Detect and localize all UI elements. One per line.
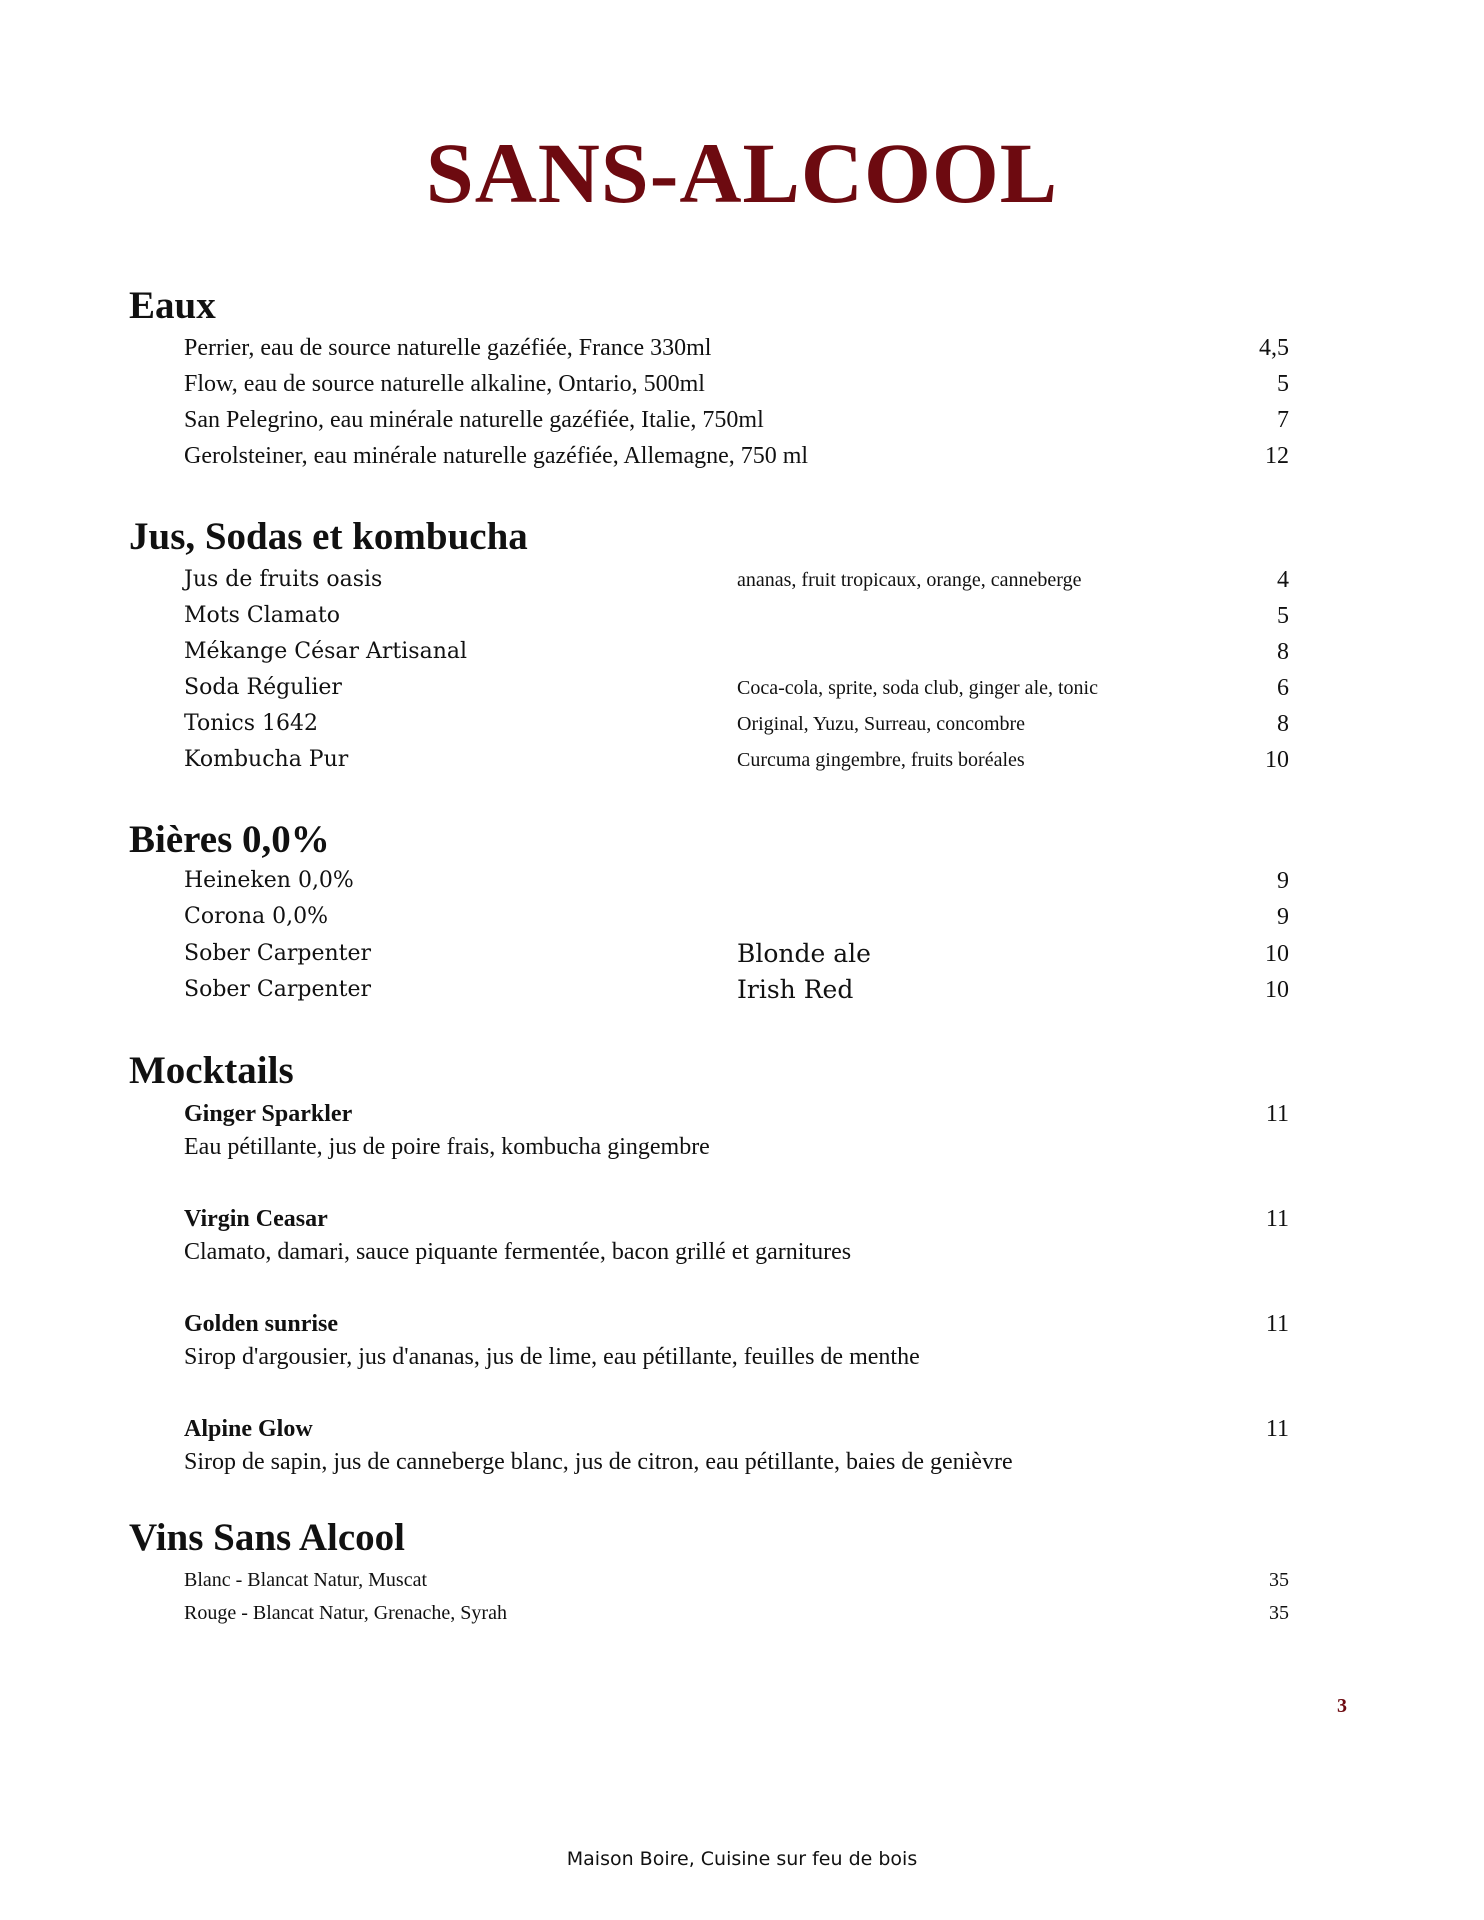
item-name: Mékange César Artisanal bbox=[184, 639, 468, 664]
footer: Maison Boire, Cuisine sur feu de bois bbox=[566, 1848, 918, 1870]
mocktail-item bbox=[0, 1202, 1484, 1282]
item-price: 9 bbox=[1277, 904, 1289, 930]
item-name: Mots Clamato bbox=[184, 603, 340, 628]
item-price: 10 bbox=[1265, 941, 1289, 967]
item-detail: Coca-cola, sprite, soda club, ginger ale, tonic bbox=[737, 677, 1098, 699]
item-name: Heineken 0,0% bbox=[184, 868, 354, 893]
mocktail-item bbox=[0, 1307, 1484, 1387]
menu-item bbox=[0, 743, 1484, 777]
item-price: 35 bbox=[1269, 1569, 1289, 1591]
mocktail-description: Clamato, damari, sauce piquante fermentée, bacon grillé et garnitures bbox=[184, 1239, 852, 1265]
menu-item bbox=[0, 599, 1484, 633]
item-name: Rouge - Blancat Natur, Grenache, Syrah bbox=[184, 1602, 507, 1624]
section-title-bieres: Bières 0,0% bbox=[129, 818, 330, 861]
item-name: Tonics 1642 bbox=[184, 711, 319, 736]
mocktail-item bbox=[0, 1097, 1484, 1177]
menu-item bbox=[0, 563, 1484, 597]
page-title: SANS-ALCOOL bbox=[425, 125, 1059, 221]
item-detail: Irish Red bbox=[737, 975, 854, 1004]
mocktail-description: Eau pétillante, jus de poire frais, kombucha gingembre bbox=[184, 1134, 710, 1160]
menu-item bbox=[0, 1598, 1484, 1628]
menu-item bbox=[0, 707, 1484, 741]
item-name: Jus de fruits oasis bbox=[184, 567, 383, 592]
section-title-mocktails: Mocktails bbox=[129, 1049, 294, 1092]
item-price: 6 bbox=[1277, 675, 1289, 701]
mocktail-name: Alpine Glow bbox=[184, 1416, 313, 1442]
menu-item bbox=[0, 973, 1484, 1007]
mocktail-description: Sirop d'argousier, jus d'ananas, jus de lime, eau pétillante, feuilles de menthe bbox=[184, 1344, 920, 1370]
item-price: 7 bbox=[1277, 407, 1289, 433]
item-name: Kombucha Pur bbox=[184, 747, 349, 772]
menu-item bbox=[0, 671, 1484, 705]
menu-item bbox=[0, 937, 1484, 971]
section-title-eaux: Eaux bbox=[129, 284, 216, 327]
item-name: San Pelegrino, eau minérale naturelle gazéfiée, Italie, 750ml bbox=[184, 407, 764, 433]
item-name: Blanc - Blancat Natur, Muscat bbox=[184, 1569, 428, 1591]
section-title-vins: Vins Sans Alcool bbox=[129, 1516, 405, 1559]
menu-item bbox=[0, 635, 1484, 669]
menu-item bbox=[0, 403, 1484, 437]
item-detail: Curcuma gingembre, fruits boréales bbox=[737, 749, 1025, 771]
item-name: Soda Régulier bbox=[184, 675, 342, 700]
page-number: 3 bbox=[1337, 1695, 1347, 1717]
menu-item bbox=[0, 439, 1484, 473]
item-name: Gerolsteiner, eau minérale naturelle gazéfiée, Allemagne, 750 ml bbox=[184, 443, 809, 469]
menu-item bbox=[0, 367, 1484, 401]
item-price: 10 bbox=[1265, 747, 1289, 773]
item-price: 11 bbox=[1265, 1101, 1289, 1127]
item-price: 10 bbox=[1265, 977, 1289, 1003]
mocktail-item bbox=[0, 1412, 1484, 1492]
menu-item bbox=[0, 331, 1484, 365]
item-name: Sober Carpenter bbox=[184, 977, 372, 1002]
item-price: 12 bbox=[1265, 443, 1289, 469]
item-price: 8 bbox=[1277, 639, 1289, 665]
item-name: Sober Carpenter bbox=[184, 941, 372, 966]
item-price: 4 bbox=[1277, 567, 1289, 593]
item-price: 8 bbox=[1277, 711, 1289, 737]
item-price: 4,5 bbox=[1259, 335, 1289, 361]
mocktail-name: Virgin Ceasar bbox=[184, 1206, 328, 1232]
item-detail: Original, Yuzu, Surreau, concombre bbox=[737, 713, 1026, 735]
item-price: 11 bbox=[1265, 1311, 1289, 1337]
item-detail: Blonde ale bbox=[737, 939, 871, 968]
menu-item bbox=[0, 1565, 1484, 1595]
item-detail: ananas, fruit tropicaux, orange, canneberge bbox=[737, 569, 1082, 591]
mocktail-description: Sirop de sapin, jus de canneberge blanc, jus de citron, eau pétillante, baies de genièvre bbox=[184, 1449, 1013, 1475]
item-price: 11 bbox=[1265, 1416, 1289, 1442]
item-price: 9 bbox=[1277, 868, 1289, 894]
item-name: Corona 0,0% bbox=[184, 904, 329, 929]
item-price: 5 bbox=[1277, 603, 1289, 629]
item-name: Flow, eau de source naturelle alkaline, Ontario, 500ml bbox=[184, 371, 705, 397]
item-price: 11 bbox=[1265, 1206, 1289, 1232]
item-name: Perrier, eau de source naturelle gazéfiée, France 330ml bbox=[184, 335, 712, 361]
item-price: 35 bbox=[1269, 1602, 1289, 1624]
section-title-jus: Jus, Sodas et kombucha bbox=[129, 515, 528, 558]
item-price: 5 bbox=[1277, 371, 1289, 397]
menu-item bbox=[0, 864, 1484, 898]
mocktail-name: Ginger Sparkler bbox=[184, 1101, 353, 1127]
mocktail-name: Golden sunrise bbox=[184, 1311, 339, 1337]
menu-item bbox=[0, 900, 1484, 934]
